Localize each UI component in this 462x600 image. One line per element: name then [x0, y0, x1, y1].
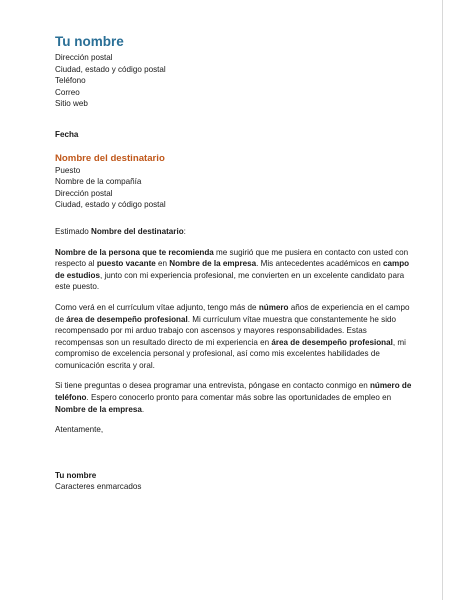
- placeholder-field: Nombre de la persona que te recomienda: [55, 247, 214, 257]
- placeholder-field: área de desempeño profesional: [66, 314, 188, 324]
- sender-name[interactable]: Tu nombre: [55, 34, 124, 49]
- letter-date[interactable]: Fecha: [55, 129, 79, 139]
- placeholder-field: número: [258, 302, 289, 312]
- recipient-company[interactable]: Nombre de la compañía: [55, 177, 142, 187]
- paragraph-text: . Mis antecedentes académicos en: [256, 259, 383, 269]
- paragraph-text: años de experiencia en el campo de: [55, 302, 410, 324]
- letter-body: [55, 34, 415, 493]
- placeholder-field: puesto vacante: [96, 259, 156, 269]
- signature-name[interactable]: Tu nombre: [55, 470, 97, 480]
- salutation-recipient: Nombre del destinatario: [91, 226, 184, 236]
- recipient-city[interactable]: Ciudad, estado y código postal: [55, 200, 166, 210]
- paragraph-text: me sugirió que me pusiera en contacto con usted con respecto al: [55, 247, 409, 269]
- closing[interactable]: Atentamente,: [55, 425, 104, 435]
- salutation-suffix: :: [183, 226, 186, 236]
- placeholder-field: número de teléfono: [55, 381, 412, 403]
- body-paragraph-3[interactable]: [55, 380, 415, 415]
- recipient-title[interactable]: Puesto: [55, 165, 81, 175]
- paragraph-text: , mi compromiso de excelencia personal y profesional, así como mis excelentes habilidades de comunicación escrita y oral.: [55, 337, 406, 370]
- paragraph-text: en: [155, 259, 170, 269]
- page-edge-line: [442, 0, 443, 600]
- body-paragraph-1[interactable]: [55, 247, 415, 293]
- paragraph-text: Como verá en el currículum vítae adjunto, tengo más de: [55, 302, 259, 312]
- placeholder-field: Nombre de la empresa: [169, 259, 257, 269]
- sender-city[interactable]: Ciudad, estado y código postal: [55, 64, 166, 74]
- placeholder-field: área de desempeño profesional: [271, 337, 393, 347]
- salutation[interactable]: [55, 226, 415, 238]
- sender-address[interactable]: Dirección postal: [55, 53, 113, 62]
- paragraph-text: . Espero conocerlo pronto para comentar más sobre las oportunidades de empleo en: [86, 393, 392, 403]
- sender-phone[interactable]: Teléfono: [55, 76, 86, 86]
- paragraph-text: , junto con mi experiencia profesional, me convierten en un excelente candidato para este puesto.: [55, 270, 405, 292]
- recipient-address[interactable]: Dirección postal: [55, 188, 113, 198]
- placeholder-field: Nombre de la empresa: [55, 404, 142, 414]
- paragraph-text: Si tiene preguntas o desea programar una entrevista, póngase en contacto conmigo en: [55, 381, 370, 391]
- paragraph-text: .: [141, 404, 145, 414]
- paragraph-text: . Mi currículum vítae muestra que constantemente he sido recompensado por mi arduo trabajo con ascensos y mayores responsabilidades. Estas recompensas son un resultado directo de mi experiencia en: [55, 314, 397, 347]
- salutation-prefix: Estimado: [55, 226, 91, 236]
- recipient-name[interactable]: Nombre del destinatario: [55, 152, 165, 164]
- body-paragraph-2[interactable]: [55, 302, 415, 372]
- sender-website[interactable]: Sitio web: [55, 99, 88, 109]
- sender-email[interactable]: Correo: [55, 87, 80, 97]
- placeholder-field: campo de estudios: [55, 259, 410, 280]
- signature-subtitle[interactable]: Caracteres enmarcados: [55, 482, 142, 492]
